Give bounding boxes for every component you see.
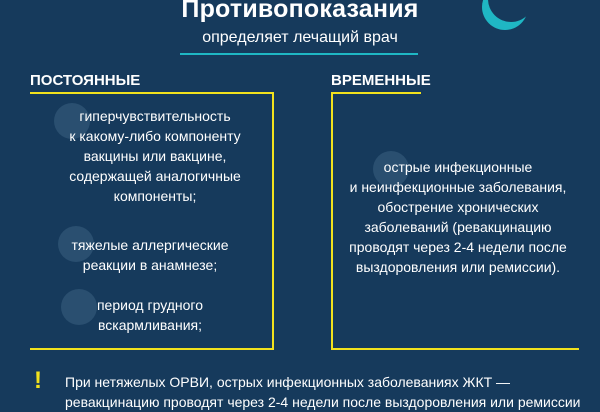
- footnote: [65, 372, 595, 412]
- page-title: Противопоказания: [181, 0, 419, 23]
- text-line: При нетяжелых ОРВИ, острых инфекционных заболеваниях ЖКТ —: [65, 374, 511, 390]
- temporary-frame-left: [331, 92, 333, 350]
- temporary-heading-underline: [331, 92, 421, 94]
- text-line: гиперчувствительность: [79, 108, 231, 124]
- text-line: к какому-либо компоненту: [69, 128, 241, 144]
- permanent-item-hypersensitivity: [55, 106, 255, 206]
- text-line: реакции в анамнезе;: [82, 257, 218, 273]
- text-line: вскармливания;: [98, 317, 202, 333]
- permanent-item-breastfeeding: [50, 295, 250, 335]
- page-subtitle: определяет лечащий врач: [202, 29, 398, 46]
- text-line: обострение хронических: [377, 199, 539, 215]
- permanent-frame-top: [131, 92, 273, 94]
- subtitle-underline: [180, 53, 418, 55]
- permanent-heading-underline: [30, 92, 131, 94]
- exclamation-icon: !: [34, 367, 42, 394]
- text-line: вакцины или вакцине,: [83, 148, 227, 164]
- text-line: ревакцинацию проводят через 2-4 недели после выздоровления или ремиссии: [65, 394, 581, 410]
- text-line: период грудного: [96, 297, 204, 313]
- text-line: острые инфекционные: [383, 159, 533, 175]
- temporary-heading: ВРЕМЕННЫЕ: [331, 72, 431, 89]
- text-line: компоненты;: [113, 188, 197, 204]
- permanent-item-allergic: [50, 235, 250, 275]
- temporary-item-diseases: [338, 157, 578, 277]
- permanent-heading: ПОСТОЯННЫЕ: [30, 72, 141, 89]
- text-line: содержащей аналогичные: [69, 168, 241, 184]
- text-line: тяжелые аллергические: [71, 237, 229, 253]
- permanent-frame-bottom: [30, 348, 274, 350]
- temporary-frame-bottom: [331, 348, 579, 350]
- text-line: и неинфекционные заболевания,: [349, 179, 567, 195]
- text-line: выздоровления или ремиссии).: [355, 259, 561, 275]
- text-line: проводят через 2-4 недели после: [349, 239, 567, 255]
- permanent-frame-right: [272, 92, 274, 350]
- text-line: заболеваний (ревакцинацию: [364, 219, 552, 235]
